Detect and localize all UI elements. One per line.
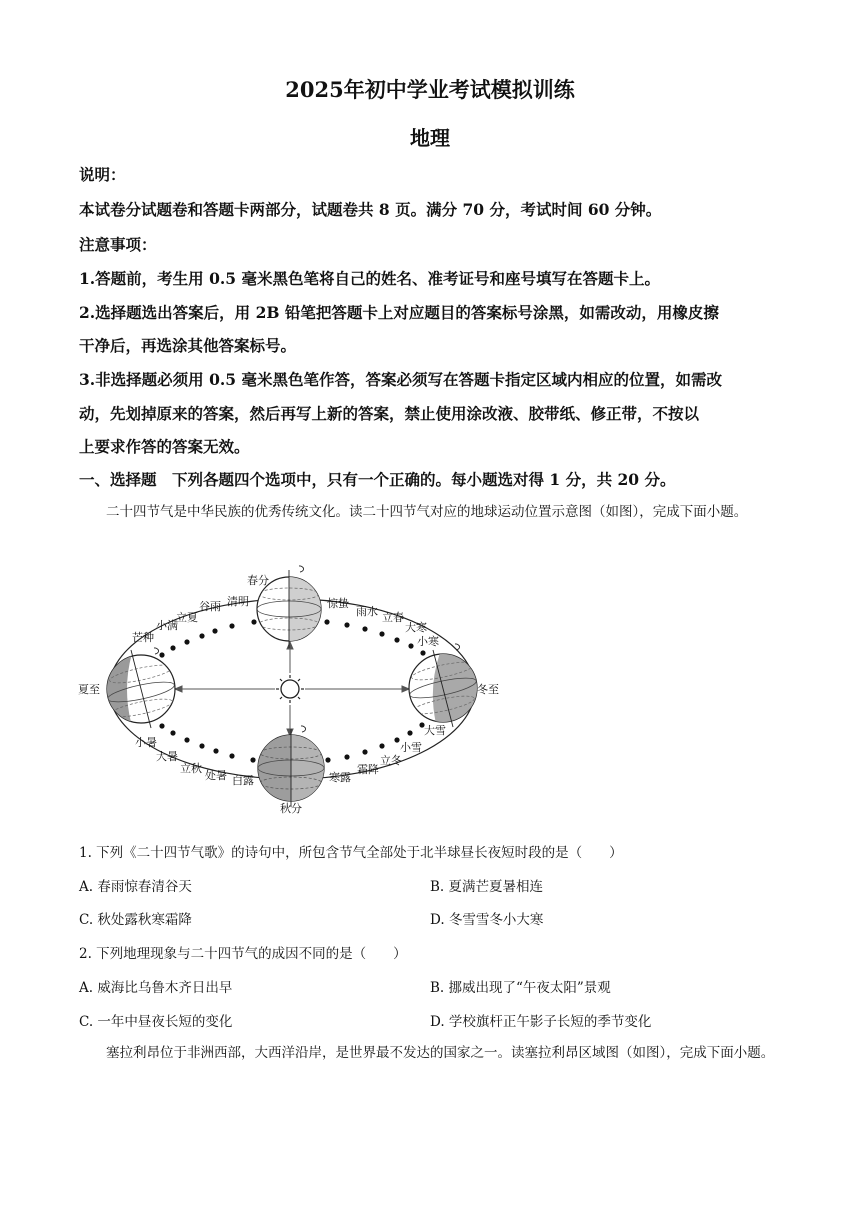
passage-1	[79, 494, 784, 530]
label-spring: 春分	[247, 574, 269, 587]
label-yushui: 雨水	[356, 605, 378, 618]
question-1-option-b[interactable]: B. 夏满芒夏暑相连	[430, 879, 544, 895]
subject-title: 地理	[410, 126, 450, 150]
instructions-heading: 说明：	[79, 165, 126, 184]
exam-title: 2025年初中学业考试模拟训练	[285, 77, 575, 102]
passage-2	[79, 1035, 784, 1071]
label-guyu: 谷雨	[199, 600, 221, 613]
label-jingzhe: 惊蛰	[327, 597, 349, 610]
label-qingming: 清明	[227, 595, 249, 608]
label-dahan: 大寒	[405, 621, 427, 634]
label-liqiu: 立秋	[180, 762, 202, 775]
summer-globe	[106, 648, 175, 730]
label-shuangjiang: 霜降	[357, 763, 379, 776]
note-2-line-1: 2.选择题选出答案后，用 2B 铅笔把答题卡上对应题目的答案标号涂黑，如需改动，用橡皮擦	[79, 303, 719, 322]
autumn-globe	[258, 726, 324, 807]
label-daxue: 大雪	[424, 724, 446, 737]
label-winter: 冬至	[477, 683, 499, 696]
question-1-stem: 1. 下列《二十四节气歌》的诗句中，所包含节气全部处于北半球昼长夜短时段的是（ ）	[79, 845, 623, 861]
section-1-heading: 一、选择题 下列各题四个选项中，只有一个正确的。每小题选对得 1 分，共 20 分。	[79, 470, 676, 489]
note-3-line-3: 上要求作答的答案无效。	[79, 437, 250, 456]
label-mangzhong: 芒种	[132, 631, 154, 644]
label-hanlu: 寒露	[329, 771, 351, 784]
label-chushu: 处暑	[205, 769, 227, 782]
label-summer: 夏至	[78, 683, 100, 696]
passage-1-text: 二十四节气是中华民族的优秀传统文化。读二十四节气对应的地球运动位置示意图（如图），完成下面小题。	[106, 504, 748, 520]
note-3-line-1: 3.非选择题必须用 0.5 毫米黑色笔作答，答案必须写在答题卡指定区域内相应的位置，如需改	[79, 370, 722, 389]
question-2-option-a[interactable]: A. 威海比乌鲁木齐日出早	[79, 980, 233, 996]
question-2-option-d[interactable]: D. 学校旗杆正午影子长短的季节变化	[430, 1014, 652, 1030]
question-1-option-d[interactable]: D. 冬雪雪冬小大寒	[430, 912, 544, 928]
passage-2-text: 塞拉利昂位于非洲西部，大西洋沿岸，是世界最不发达的国家之一。读塞拉利昂区域图（如图），完成下面小题。	[106, 1045, 775, 1061]
sun-icon	[276, 675, 304, 703]
label-autumn: 秋分	[280, 802, 302, 815]
question-1-option-c[interactable]: C. 秋处露秋寒霜降	[79, 912, 192, 928]
question-2-option-c[interactable]: C. 一年中昼夜长短的变化	[79, 1014, 233, 1030]
note-1: 1.答题前，考生用 0.5 毫米黑色笔将自己的姓名、准考证号和座号填写在答题卡上。	[79, 269, 660, 288]
label-xiaohan: 小寒	[417, 635, 439, 648]
label-bailu: 白露	[232, 774, 254, 787]
label-xiaoshu: 小暑	[135, 736, 157, 749]
question-1-option-a[interactable]: A. 春雨惊春清谷天	[79, 879, 192, 895]
label-lixia: 立夏	[176, 611, 198, 624]
question-2-option-b[interactable]: B. 挪威出现了“午夜太阳”景观	[430, 980, 611, 996]
label-dashu: 大暑	[156, 750, 178, 763]
solar-terms-diagram	[75, 560, 515, 822]
winter-globe	[408, 644, 479, 728]
exam-description: 本试卷分试题卷和答题卡两部分，试题卷共 8 页。满分 70 分，考试时间 60 分钟。	[79, 200, 662, 219]
label-lichun: 立春	[382, 611, 404, 624]
notes-heading: 注意事项：	[79, 235, 157, 254]
label-xiaoman: 小满	[156, 619, 178, 632]
note-3-line-2: 动，先划掉原来的答案，然后再写上新的答案，禁止使用涂改液、胶带纸、修正带，不按以	[79, 404, 700, 423]
note-2-line-2: 干净后，再选涂其他答案标号。	[79, 336, 297, 355]
label-lidong: 立冬	[380, 754, 402, 767]
question-2-stem: 2. 下列地理现象与二十四节气的成因不同的是（ ）	[79, 946, 407, 962]
label-xiaoxue: 小雪	[400, 741, 422, 754]
